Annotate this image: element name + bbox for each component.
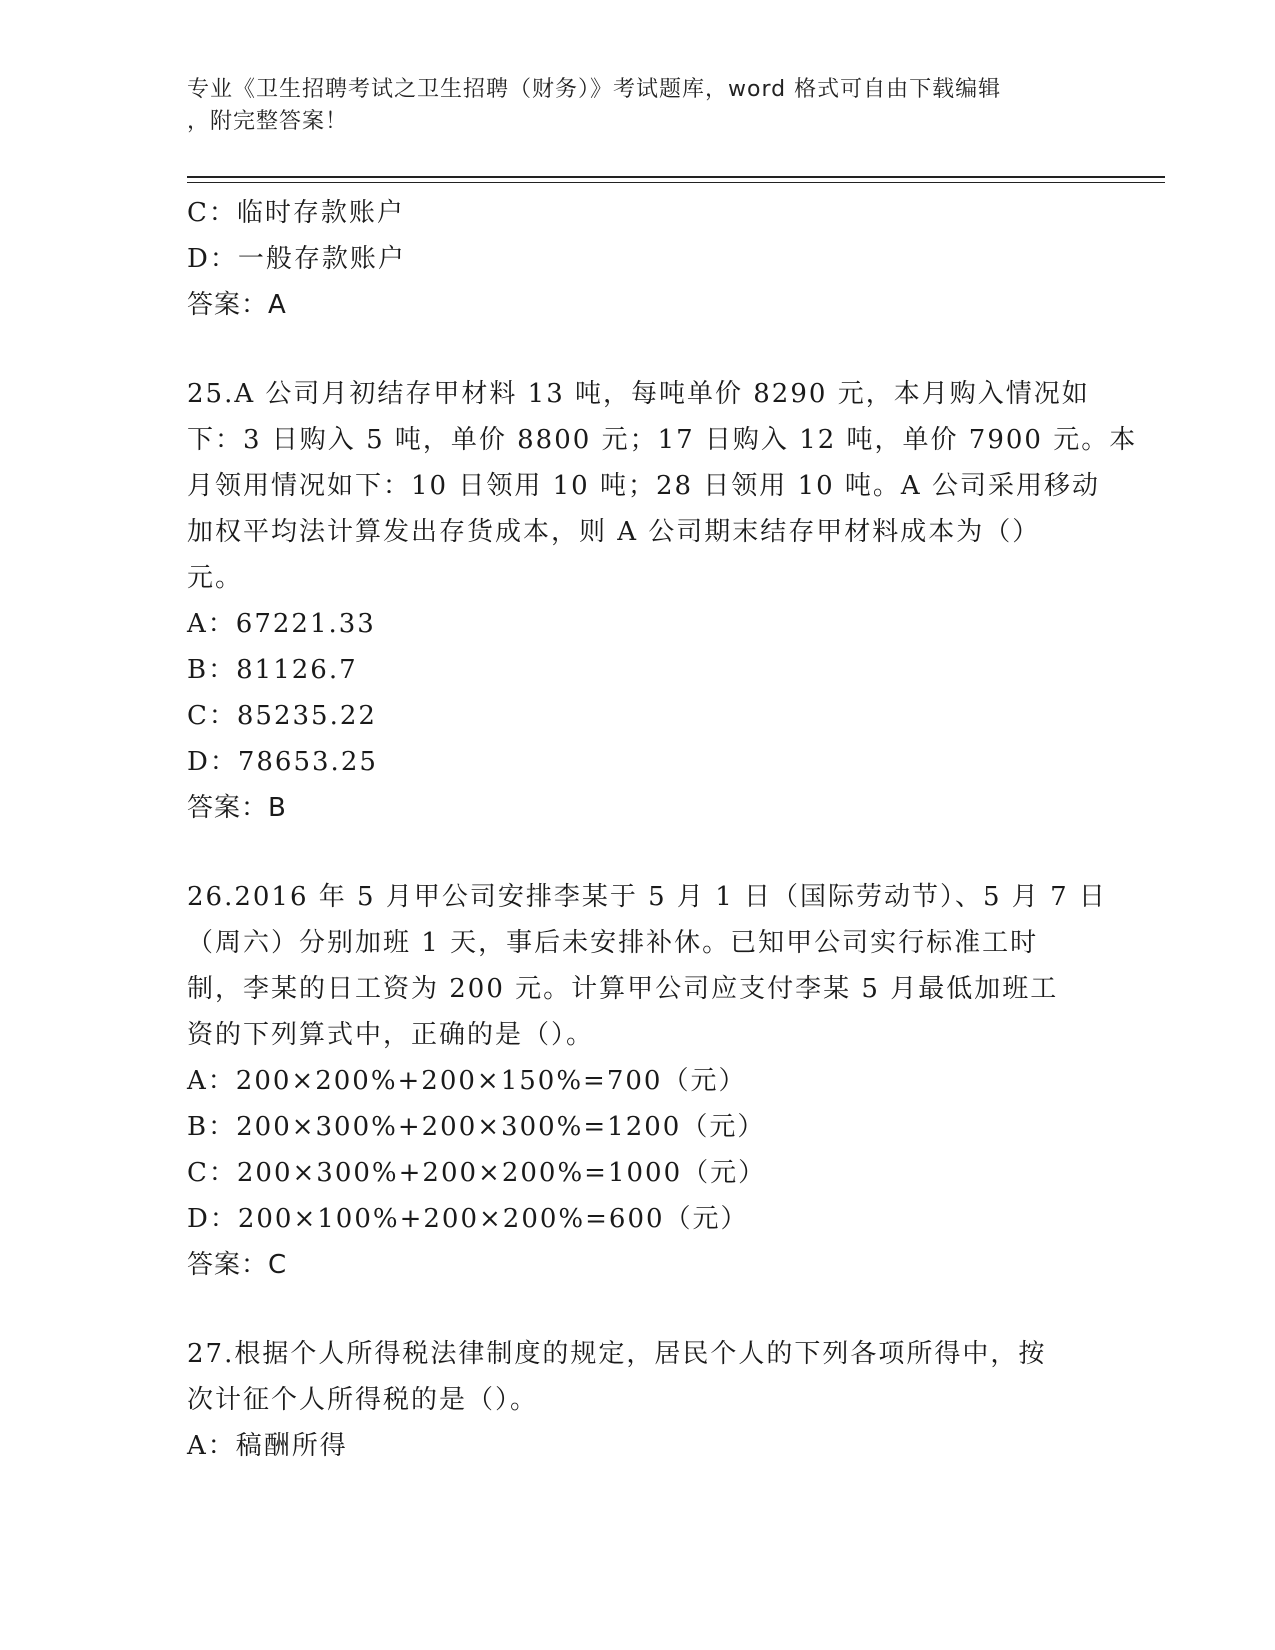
question-text-line: 加权平均法计算发出存货成本，则 A 公司期末结存甲材料成本为（）	[187, 517, 1041, 547]
option-a: A：稿酬所得	[187, 1431, 348, 1461]
option-a: A：67221.33	[187, 609, 376, 639]
option-c: C：85235.22	[187, 701, 377, 731]
option-d: D：一般存款账户	[187, 244, 406, 274]
question-text-line: 26.2016 年 5 月甲公司安排李某于 5 月 1 日（国际劳动节）、5 月 7 日	[187, 882, 1107, 912]
question-text-line: 27.根据个人所得税法律制度的规定，居民个人的下列各项所得中，按	[187, 1339, 1047, 1369]
option-d: D：200×100%+200×200%=600（元）	[187, 1204, 749, 1234]
header-divider-thin	[187, 182, 1165, 183]
answer-line: 答案：C	[187, 1250, 288, 1280]
question-text-line: 下：3 日购入 5 吨，单价 8800 元；17 日购入 12 吨，单价 7900 元。本	[187, 425, 1138, 455]
option-b: B：81126.7	[187, 655, 358, 685]
question-text-line: 次计征个人所得税的是（）。	[187, 1385, 539, 1415]
option-c: C：200×300%+200×200%=1000（元）	[187, 1158, 767, 1188]
prev-question-tail	[187, 190, 1087, 328]
question-text-line: 资的下列算式中，正确的是（）。	[187, 1020, 595, 1050]
option-a: A：200×200%+200×150%=700（元）	[187, 1066, 747, 1096]
question-text-line: 月领用情况如下：10 日领用 10 吨；28 日领用 10 吨。A 公司采用移动	[187, 471, 1100, 501]
question-text-line: 制，李某的日工资为 200 元。计算甲公司应支付李某 5 月最低加班工	[187, 974, 1059, 1004]
question-text-line: 元。	[187, 563, 244, 593]
header-line-2: ，附完整答案！	[187, 109, 349, 134]
question-25	[187, 371, 1138, 831]
option-c: C：临时存款账户	[187, 198, 405, 228]
option-b: B：200×300%+200×300%=1200（元）	[187, 1112, 766, 1142]
question-26	[187, 874, 1107, 1288]
header-divider-thick	[187, 176, 1165, 178]
question-text-line: （周六）分别加班 1 天，事后未安排补休。已知甲公司实行标准工时	[187, 928, 1039, 958]
document-header	[187, 74, 1087, 138]
question-27	[187, 1331, 1087, 1469]
option-d: D：78653.25	[187, 747, 378, 777]
header-line-1: 专业《卫生招聘考试之卫生招聘（财务）》考试题库，word 格式可自由下载编辑	[187, 77, 1002, 102]
answer-line: 答案：A	[187, 290, 287, 320]
answer-line: 答案：B	[187, 793, 287, 823]
question-text-line: 25.A 公司月初结存甲材料 13 吨，每吨单价 8290 元，本月购入情况如	[187, 379, 1090, 409]
document-body	[187, 190, 1138, 1469]
